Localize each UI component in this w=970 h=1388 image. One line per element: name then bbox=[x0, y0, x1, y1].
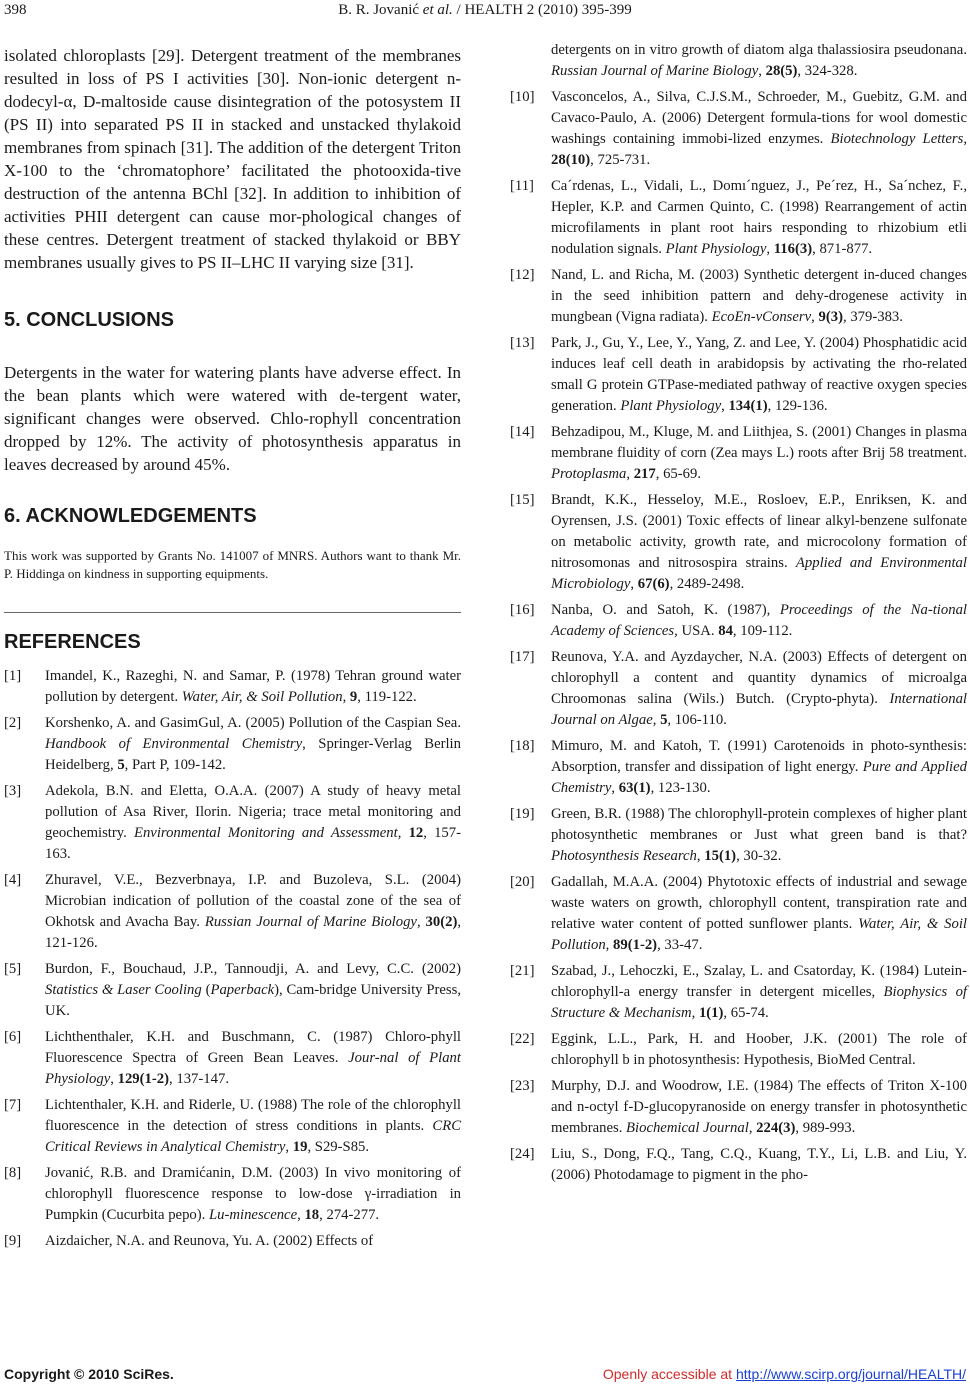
reference-separator: , bbox=[342, 689, 350, 705]
reference-source-format: Paperback bbox=[210, 982, 275, 998]
reference-pages: , 65-69. bbox=[655, 466, 702, 482]
page-number: 398 bbox=[4, 2, 27, 18]
reference-source: Photosynthesis Research bbox=[551, 848, 697, 864]
reference-separator: , bbox=[811, 309, 819, 325]
reference-text: detergents on in vitro growth of diatom alga thalassiosira pseudonana. bbox=[551, 42, 967, 58]
reference-number: [18] bbox=[510, 738, 535, 754]
reference-pages: , 871-877. bbox=[812, 241, 873, 257]
reference-number: [13] bbox=[510, 335, 535, 351]
reference-text: Liu, S., Dong, F.Q., Tang, C.Q., Kuang, T.Y., Li, L.B. and Liu, Y. (2006) Photodamage to pigment in the pho- bbox=[551, 1146, 967, 1183]
reference-text: Aizdaicher, N.A. and Reunova, Yu. A. (2002) Effects of bbox=[45, 1233, 374, 1249]
reference-number: [8] bbox=[4, 1165, 22, 1181]
reference-pages: , 379-383. bbox=[842, 309, 903, 325]
reference-pages: , 109-112. bbox=[732, 623, 793, 639]
reference-separator: , bbox=[285, 1139, 293, 1155]
reference-number: [6] bbox=[4, 1029, 22, 1045]
reference-volume: 116(3) bbox=[773, 241, 813, 257]
reference-volume: 217 bbox=[633, 466, 656, 482]
references-heading: REFERENCES bbox=[4, 631, 141, 653]
reference-item bbox=[510, 333, 967, 417]
reference-item bbox=[510, 1144, 967, 1186]
reference-volume: 5 bbox=[117, 757, 125, 773]
access-text: Openly accessible at bbox=[602, 1366, 736, 1382]
reference-pages: , S29-S85. bbox=[307, 1139, 370, 1155]
reference-number: [5] bbox=[4, 961, 22, 977]
reference-item bbox=[510, 176, 967, 260]
right-column bbox=[510, 40, 967, 1191]
conclusions-text: Detergents in the water for watering plants have adverse effect. In the bean plants which were watered with de-tergent water, significant changes were observed. Chlo-rophyll concentration dropped by 12%. The activity of photosynthesis apparatus in leaves decreased by around 45%. bbox=[4, 363, 461, 474]
running-header bbox=[0, 2, 970, 19]
reference-item bbox=[4, 781, 461, 865]
reference-separator: , bbox=[611, 780, 619, 796]
reference-number: [19] bbox=[510, 806, 535, 822]
reference-text: Lichtenthaler, K.H. and Riderle, U. (1988) The role of the chlorophyll fluorescence in the detection of stress conditions in plants. bbox=[45, 1097, 461, 1134]
reference-volume: 89(1-2) bbox=[613, 937, 658, 953]
reference-pages: , 157-163. bbox=[45, 825, 461, 862]
reference-pages: , 65-74. bbox=[723, 1005, 769, 1021]
reference-pages: , 989-993. bbox=[795, 1120, 856, 1136]
header-et-al: et al. bbox=[422, 2, 453, 18]
reference-volume: 12 bbox=[408, 825, 424, 841]
reference-volume: 84 bbox=[718, 623, 733, 639]
reference-pages: , 2489-2498. bbox=[669, 576, 745, 592]
reference-pages: , 725-731. bbox=[590, 152, 651, 168]
reference-source: Biotechnology Letters bbox=[830, 131, 964, 147]
reference-list-left bbox=[4, 666, 461, 1252]
reference-number: [9] bbox=[4, 1233, 22, 1249]
reference-pages: , 106-110. bbox=[667, 712, 727, 728]
reference-volume: 19 bbox=[292, 1139, 308, 1155]
reference-volume: 9 bbox=[349, 689, 358, 705]
reference-volume: 134(1) bbox=[728, 398, 768, 414]
reference-text: Zhuravel, V.E., Bezverbnaya, I.P. and Buzoleva, S.L. (2004) Microbian indication of pollution of the coastal zone of the sea of Okhotsk and Avacha Bay. bbox=[45, 872, 461, 930]
reference-number: [23] bbox=[510, 1078, 535, 1094]
reference-text: Lichthenthaler, K.H. and Buschmann, C. (1987) Chloro-phyll Fluorescence Spectra of Green Bean Leaves. bbox=[45, 1029, 461, 1066]
reference-item bbox=[510, 87, 967, 171]
reference-source: Proceedings of the Na-tional Academy of Sciences bbox=[551, 602, 967, 639]
reference-source: Pure and Applied Chemistry bbox=[551, 759, 967, 796]
reference-pages: , 274-277. bbox=[319, 1207, 380, 1223]
reference-separator: , bbox=[963, 131, 968, 147]
reference-pages: , 121-126. bbox=[45, 914, 462, 951]
reference-number: [12] bbox=[510, 267, 535, 283]
reference-text: Szabad, J., Lehoczki, E., Szalay, L. and Csatorday, K. (1984) Lutein-chlorophyll-a energy transfer in detergent micelles, bbox=[551, 963, 967, 1000]
reference-pages: , 123-130. bbox=[650, 780, 711, 796]
reference-number: [2] bbox=[4, 715, 22, 731]
reference-separator: , bbox=[397, 825, 409, 841]
reference-number: [20] bbox=[510, 874, 535, 890]
reference-separator: , bbox=[748, 1120, 757, 1136]
reference-item bbox=[4, 1231, 461, 1252]
reference-volume: 129(1-2) bbox=[117, 1071, 170, 1087]
reference-item bbox=[4, 1095, 461, 1158]
reference-volume: 224(3) bbox=[756, 1120, 796, 1136]
reference-text: Adekola, B.N. and Eletta, O.A.A. (2007) A study of heavy metal pollution of Asa River, Ilorin. Nigeria; trace metal monitoring and geochemistry. bbox=[45, 783, 461, 841]
reference-number: [21] bbox=[510, 963, 535, 979]
header-journal: / HEALTH 2 (2010) 395-399 bbox=[452, 2, 632, 18]
reference-text: Jovanić, R.B. and Dramićanin, D.M. (2003) In vivo monitoring of chlorophyll fluorescence response to low-dose γ-irradiation in Pumpkin (Cucurbita pepo). bbox=[45, 1165, 461, 1223]
reference-separator: , bbox=[696, 848, 705, 864]
reference-volume: 28(10) bbox=[551, 152, 591, 168]
reference-separator: , bbox=[766, 241, 774, 257]
reference-pages: , 129-136. bbox=[767, 398, 828, 414]
reference-text: Gadallah, M.A.A. (2004) Phytotoxic effects of industrial and sewage waste waters on growth, chlorophyll content, transpiration rate and relative water content of potted sunflower plants. bbox=[551, 874, 967, 932]
reference-separator: , bbox=[758, 63, 766, 79]
reference-item bbox=[510, 961, 967, 1024]
reference-list-right bbox=[510, 40, 967, 1186]
reference-source: Jour-nal of Plant Physiology bbox=[45, 1050, 461, 1087]
reference-source: Biochemical Journal bbox=[626, 1120, 749, 1136]
reference-source: Biophysics of Structure & Mechanism bbox=[551, 984, 967, 1021]
reference-number: [24] bbox=[510, 1146, 535, 1162]
reference-pages: , 119-122. bbox=[357, 689, 417, 705]
reference-number: [10] bbox=[510, 89, 535, 105]
left-column bbox=[4, 44, 461, 1257]
reference-source: Applied and Environmental Microbiology bbox=[551, 555, 967, 592]
reference-number: [11] bbox=[510, 178, 534, 194]
reference-source: Russian Journal of Marine Biology bbox=[204, 914, 417, 930]
reference-text: Nanba, O. and Satoh, K. (1987), bbox=[551, 602, 780, 618]
reference-source: Lu-minescence bbox=[209, 1207, 298, 1223]
reference-source: Protoplasma bbox=[551, 466, 627, 482]
reference-text: Park, J., Gu, Y., Lee, Y., Yang, Z. and Lee, Y. (2004) Phosphatidic acid induces leaf cell death in arabidopsis by activating the rho-related small G protein GTPase-mediated pathway of reactive oxygen species generation. bbox=[551, 335, 967, 414]
journal-link[interactable]: http://www.scirp.org/journal/HEALTH/ bbox=[735, 1366, 966, 1382]
reference-item bbox=[510, 1076, 967, 1139]
reference-number: [15] bbox=[510, 492, 535, 508]
reference-text: Imandel, K., Razeghi, N. and Samar, P. (1978) Tehran ground water pollution by detergent. bbox=[45, 668, 461, 705]
reference-number: [3] bbox=[4, 783, 22, 799]
reference-pages: , 33-47. bbox=[657, 937, 703, 953]
reference-source: Statistics & Laser Cooling bbox=[45, 982, 202, 998]
reference-source: Plant Physiology bbox=[620, 398, 722, 414]
reference-item bbox=[510, 872, 967, 956]
reference-text: Korshenko, A. and GasimGul, A. (2005) Pollution of the Caspian Sea. bbox=[45, 715, 461, 731]
reference-source: Water, Air, & Soil Pollution bbox=[181, 689, 343, 705]
reference-item bbox=[4, 666, 461, 708]
reference-separator: , bbox=[721, 398, 729, 414]
reference-pages: ), Cam-bridge University Press, UK. bbox=[45, 982, 461, 1019]
reference-text: Green, B.R. (1988) The chlorophyll-protein complexes of higher plant photosynthetic membranes or Just what green band is that? bbox=[551, 806, 967, 843]
reference-volume: 9(3) bbox=[818, 309, 843, 325]
reference-number: [16] bbox=[510, 602, 535, 618]
reference-number: [4] bbox=[4, 872, 22, 888]
reference-volume: 28(5) bbox=[765, 63, 798, 79]
conclusions-heading: 5. CONCLUSIONS bbox=[4, 309, 175, 331]
reference-pages: , 137-147. bbox=[169, 1071, 229, 1087]
reference-source: International Journal on Algae bbox=[551, 691, 967, 728]
copyright-notice: Copyright © 2010 SciRes. bbox=[4, 1366, 174, 1382]
reference-volume: 15(1) bbox=[704, 848, 737, 864]
access-notice bbox=[603, 1366, 966, 1382]
acknowledgements-text: This work was supported by Grants No. 141007 of MNRS. Authors want to thank Mr. P. Hiddinga on kindness in supporting equipments. bbox=[4, 548, 461, 581]
reference-volume: 5 bbox=[660, 712, 668, 728]
reference-item bbox=[4, 1163, 461, 1226]
reference-text: Eggink, L.L., Park, H. and Hoober, J.K. (2001) The role of chlorophyll b in photosynthesis: Hypothesis, BioMed Central. bbox=[551, 1031, 967, 1068]
reference-source: Water, Air, & Soil Pollution bbox=[551, 916, 967, 953]
reference-text: Mimuro, M. and Katoh, T. (1991) Carotenoids in photo-synthesis: Absorption, transfer and dissipation of light energy. bbox=[551, 738, 967, 775]
reference-item bbox=[510, 600, 967, 642]
reference-separator: , bbox=[652, 712, 661, 728]
reference-source: Plant Physiology bbox=[665, 241, 767, 257]
reference-text: Behzadipou, M., Kluge, M. and Liithjea, S. (2001) Changes in plasma membrane fluidity of corn (Zea mays L.) roots after Brij 58 treatment. bbox=[551, 424, 967, 461]
reference-separator: , bbox=[605, 937, 614, 953]
reference-separator: , USA. bbox=[674, 623, 719, 639]
reference-number: [7] bbox=[4, 1097, 22, 1113]
reference-separator: , bbox=[110, 1071, 118, 1087]
reference-item bbox=[510, 40, 967, 82]
reference-item bbox=[510, 804, 967, 867]
reference-text: Vasconcelos, A., Silva, C.J.S.M., Schroeder, M., Guebitz, G.M. and Cavaco-Paulo, A. (2006) Detergent formula-tions for wool domestic washings containing immobi-lized enzymes. bbox=[551, 89, 967, 147]
reference-volume: 1(1) bbox=[698, 1005, 724, 1021]
reference-item bbox=[4, 870, 461, 954]
reference-source: Environmental Monitoring and Assessment bbox=[133, 825, 398, 841]
reference-pages: , 324-328. bbox=[797, 63, 858, 79]
reference-separator: ( bbox=[201, 982, 211, 998]
reference-number: [14] bbox=[510, 424, 535, 440]
reference-number: [17] bbox=[510, 649, 535, 665]
reference-source: CRC Critical Reviews in Analytical Chemistry bbox=[45, 1118, 461, 1155]
reference-text: Burdon, F., Bouchaud, J.P., Tannoudji, A. and Levy, C.C. (2002) bbox=[45, 961, 461, 977]
reference-number: [22] bbox=[510, 1031, 535, 1047]
section-divider bbox=[4, 612, 461, 613]
reference-separator: , bbox=[297, 1207, 305, 1223]
reference-volume: 30(2) bbox=[425, 914, 458, 930]
reference-source: Handbook of Environmental Chemistry bbox=[45, 736, 303, 752]
reference-source: Russian Journal of Marine Biology bbox=[551, 63, 759, 79]
reference-source: EcoEn-vConserv bbox=[711, 309, 812, 325]
reference-volume: 18 bbox=[304, 1207, 320, 1223]
reference-pages: , Part P, 109-142. bbox=[124, 757, 226, 773]
reference-volume: 67(6) bbox=[637, 576, 670, 592]
reference-text: Nand, L. and Richa, M. (2003) Synthetic detergent in-duced changes in the seed inhibition pattern and dehy-drogenese activity in mungbean (Vigna radiata). bbox=[551, 267, 967, 325]
reference-item bbox=[510, 647, 967, 731]
intro-paragraph: isolated chloroplasts [29]. Detergent treatment of the membranes resulted in loss of PS I activities [30]. Non-ionic detergent n-dodecyl-α, D-maltoside cause disintegration of the potosystem II (PS II) into separated PS II in stacked and unstacked thylakoid membranes from spinach [31]. The addition of the detergent Triton X-100 to the ‘chromatophore’ facilitated the photooxida-tive destruction of the antenna BChl [32]. In addition to inhibition of activities PHII detergent can cause mor-phological changes of these centres. Detergent treatment of stacked thylakoid or BBY membranes usually gives to PS II–LHC II varying size [31]. bbox=[4, 46, 461, 272]
reference-pages: , 30-32. bbox=[736, 848, 782, 864]
reference-separator: , bbox=[416, 914, 426, 930]
reference-item bbox=[4, 959, 461, 1022]
reference-item bbox=[510, 736, 967, 799]
reference-text: Reunova, Y.A. and Ayzdaycher, N.A. (2003) Effects of detergent on chlorophyll a content and quantity dynamics of microalga Chroomonas salina (Wils.) Butch. (Crypto-phyta). bbox=[551, 649, 967, 707]
reference-item bbox=[4, 713, 461, 776]
reference-number: [1] bbox=[4, 668, 22, 684]
reference-separator: , Springer-Verlag Berlin Heidelberg, bbox=[45, 736, 461, 773]
reference-item bbox=[510, 490, 967, 595]
reference-separator: , bbox=[630, 576, 638, 592]
reference-volume: 63(1) bbox=[618, 780, 651, 796]
reference-separator: , bbox=[626, 466, 634, 482]
reference-item bbox=[4, 1027, 461, 1090]
reference-item bbox=[510, 422, 967, 485]
reference-text: Brandt, K.K., Hesseloy, M.E., Rosloev, E.P., Enriksen, K. and Oyrensen, J.S. (2001) Toxic effects of linear alkyl-benzene sulfonate on metabolic activity, growth rate, and microcolony formation of nitrosomonas and nitrosospira strains. bbox=[551, 492, 967, 571]
reference-text: Murphy, D.J. and Woodrow, I.E. (1984) The effects of Triton X-100 and n-octyl f-D-glucopyranoside on energy transfer in photosynthetic membranes. bbox=[551, 1078, 967, 1136]
reference-item bbox=[510, 265, 967, 328]
header-authors: B. R. Jovanić bbox=[338, 2, 423, 18]
acknowledgements-heading: 6. ACKNOWLEDGEMENTS bbox=[4, 505, 257, 527]
reference-text: Ca´rdenas, L., Vidali, L., Domı´nguez, J., Pe´rez, H., Sa´nchez, F., Hepler, K.P. and Carmen Quinto, C. (1998) Rearrangement of actin microfilaments in plant root hairs responding to rhizobium etli nodulation signals. bbox=[551, 178, 967, 257]
reference-separator: , bbox=[691, 1005, 699, 1021]
reference-item bbox=[510, 1029, 967, 1071]
